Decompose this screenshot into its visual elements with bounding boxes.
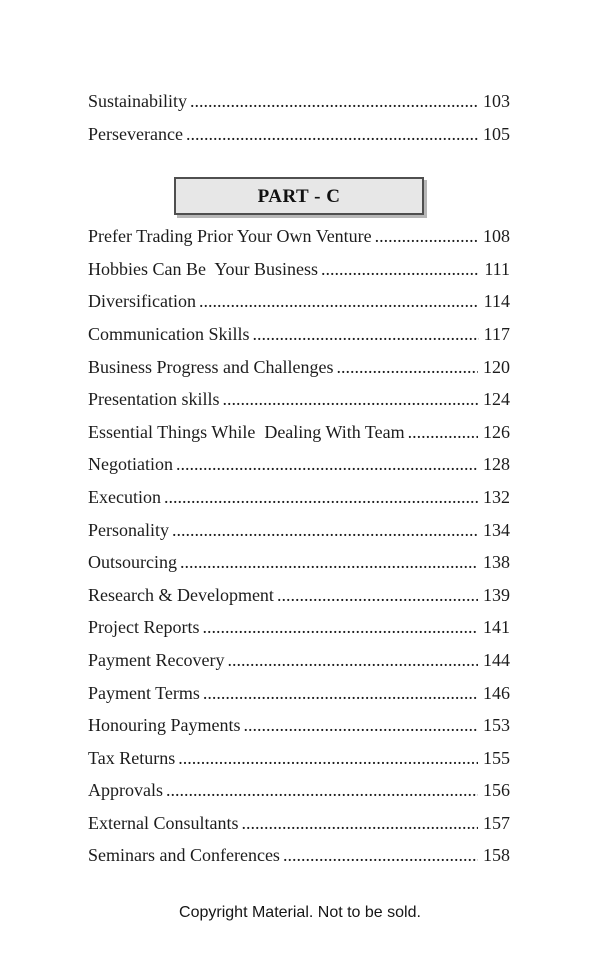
toc-entry-row [88,807,510,840]
toc-leader-dots [180,546,478,579]
toc-entry-row [88,579,510,612]
toc-page-number: 103 [483,91,510,111]
toc-entry-title: Negotiation [88,454,173,475]
toc-entry-row [88,839,510,872]
toc-page-number: 155 [483,747,510,768]
toc-leader-dots [244,709,479,742]
toc-entry-title: Project Reports [88,617,200,638]
toc-page-number: 144 [483,649,510,670]
toc-entry-title: Payment Recovery [88,649,225,670]
toc-entry-row [88,481,510,514]
toc-entry-title: Hobbies Can Be Your Business [88,258,319,279]
toc-page-number: 139 [483,584,510,605]
toc-leader-dots [227,644,478,677]
toc-entry-row [88,644,510,677]
toc-leader-dots [186,118,478,151]
toc-entry-title: Outsourcing [88,552,177,573]
toc-page-number: 158 [483,845,510,866]
part-heading-box [174,177,424,215]
toc-entry-title: External Consultants [88,812,239,833]
toc-page-number: 105 [483,123,510,144]
toc-page-number: 126 [483,421,510,442]
toc-leader-dots [203,677,478,710]
toc-leader-dots [321,253,479,286]
toc-entry-title: Essential Things While Dealing With Team [88,421,405,442]
toc-page-number: 134 [483,519,510,540]
toc-page-number: 141 [483,617,510,638]
toc-entry-row [88,253,510,286]
toc-page-number: 111 [484,258,510,279]
toc-entry-title: Approvals [88,780,163,801]
toc-entry-title: Research & Development [88,584,274,605]
toc-entry-row [88,85,510,118]
toc-page-number: 132 [483,486,510,507]
toc-entry-title: Communication Skills [88,323,250,344]
toc-column [88,85,510,872]
toc-page-number: 124 [483,389,510,410]
toc-entry-row [88,416,510,449]
toc-leader-dots [283,839,478,872]
toc-entry-title: Presentation skills [88,389,220,410]
toc-leader-dots [223,383,479,416]
toc-entry-row [88,546,510,579]
toc-leader-dots [202,611,478,644]
toc-entry-title: Personality [88,519,169,540]
toc-entry-title: Prefer Trading Prior Your Own Venture [88,226,372,247]
toc-leader-dots [172,514,478,547]
toc-leader-dots [408,416,478,449]
toc-leader-dots [336,351,478,384]
toc-entry-title: Payment Terms [88,682,200,703]
toc-page-number: 128 [483,454,510,475]
toc-entry-row [88,351,510,384]
toc-leader-dots [164,481,478,514]
toc-entry-row [88,774,510,807]
toc-entry-title: Perseverance [88,123,183,144]
part-heading-label: PART - C [257,185,341,207]
toc-entry-title: Execution [88,486,161,507]
toc-page-number: 120 [483,356,510,377]
toc-leader-dots [277,579,478,612]
toc-entry-title: Business Progress and Challenges [88,356,334,377]
toc-page-number: 156 [483,780,510,801]
toc-entry-title: Sustainability [88,91,187,111]
toc-entry-row [88,285,510,318]
toc-entry-row [88,383,510,416]
toc-page-number: 153 [483,715,510,736]
toc-entry-row [88,611,510,644]
toc-entry-row [88,118,510,151]
toc-page-number: 108 [483,226,510,247]
toc-leader-dots [178,742,478,775]
toc-leader-dots [166,774,478,807]
toc-entry-title: Tax Returns [88,747,176,768]
toc-page-number: 117 [483,323,510,344]
toc-entry-row [88,742,510,775]
toc-entry-title: Seminars and Conferences [88,845,280,866]
toc-entry-title: Honouring Payments [88,715,241,736]
toc-leader-dots [241,807,478,840]
toc-entry-row [88,318,510,351]
toc-leader-dots [199,285,479,318]
toc-leader-dots [375,220,478,253]
toc-page-number: 138 [483,552,510,573]
footer-copyright: Copyright Material. Not to be sold. [179,904,421,921]
toc-page-number: 157 [483,812,510,833]
toc-entry-row [88,448,510,481]
toc-leader-dots [190,85,478,118]
toc-entry-row [88,677,510,710]
toc-entry-row [88,220,510,253]
toc-page-number: 146 [483,682,510,703]
toc-entry-row [88,709,510,742]
toc-leader-dots [253,318,479,351]
toc-page-number: 114 [483,291,510,312]
toc-entry-row [88,514,510,547]
toc-entry-title: Diversification [88,291,196,312]
toc-leader-dots [176,448,478,481]
